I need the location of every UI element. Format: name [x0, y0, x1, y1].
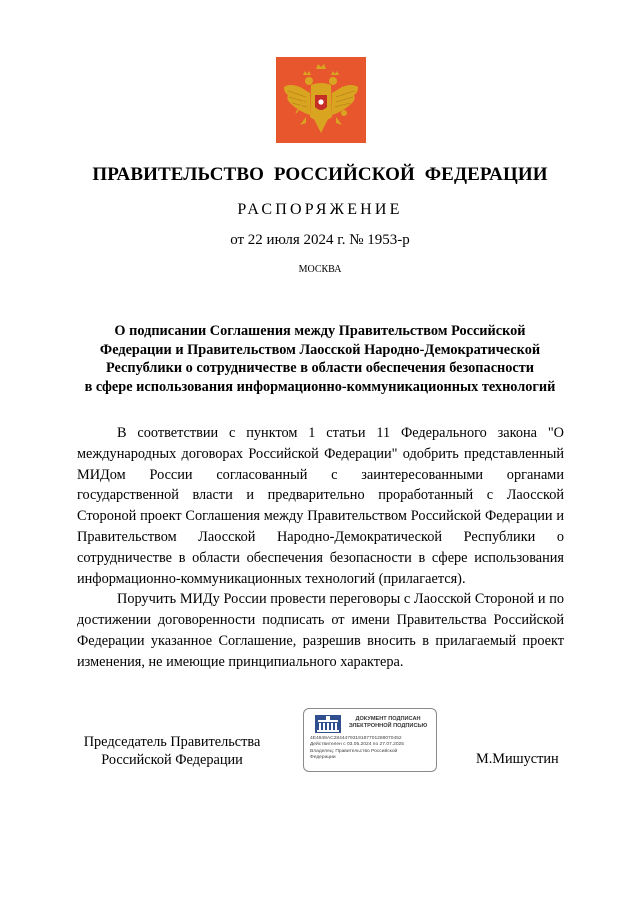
government-title: ПРАВИТЕЛЬСТВО РОССИЙСКОЙ ФЕДЕРАЦИИ — [92, 164, 548, 185]
heading-line: О подписании Соглашения между Правительством Российской — [114, 323, 526, 339]
body-paragraph: Поручить МИДу России провести переговоры с Лаосской Стороной и по достижении договоренности подписать от имени Правительства Российской Федерации указанное Соглашение, разрешив вносить в прилагаемый проект изменения, не имеющие принципиального характера. — [77, 591, 564, 670]
document-heading — [70, 322, 570, 396]
signatory-position — [70, 733, 274, 769]
stamp-title — [344, 716, 432, 730]
city-name: МОСКВА — [298, 264, 342, 275]
document-type: РАСПОРЯЖЕНИЕ — [237, 201, 403, 218]
signatory-position-line: Российской Федерации — [101, 752, 243, 768]
body-paragraph: В соответствии с пунктом 1 статьи 11 Федерального закона "О международных договорах Российской Федерации" одобрить представленный МИДом России согласованный с заинтересованными органами государственной власти и предварительно проработанный с Лаосской Стороной проект Соглашения между Правительством Российской Федерации и Правительством Лаосской Народно-Демократической Республики о сотрудничестве в области обеспечения безопасности в сфере использования информационно-коммуникационных технологий (прилагается). — [77, 425, 564, 587]
stamp-owner: Владелец: Правительство Российской — [310, 748, 398, 754]
heading-line: Республики о сотрудничестве в области обеспечения безопасности — [105, 360, 535, 376]
document-date-number: от 22 июля 2024 г. № 1953-р — [230, 232, 410, 248]
signatory-position-line: Председатель Правительства — [83, 734, 261, 750]
electronic-signature-stamp — [303, 708, 437, 772]
stamp-owner: Федерации — [310, 755, 336, 761]
russian-coat-of-arms-icon — [276, 57, 366, 143]
heading-line: Федерации и Правительством Лаосской Народно-Демократической — [99, 341, 541, 358]
stamp-title-line: ЭЛЕКТРОННОЙ ПОДПИСЬЮ — [348, 723, 428, 729]
signatory-name: М.Мишустин — [476, 751, 559, 767]
heading-line: в сфере использования информационно-коммуникационных технологий — [84, 378, 556, 395]
stamp-validity: Действителен с 03.05.2024 по 27.07.2025 — [310, 742, 404, 748]
stamp-certificate: 4E4848AC2844479319187701288070452 — [310, 736, 402, 741]
stamp-title-line: ДОКУМЕНТ ПОДПИСАН — [355, 716, 421, 722]
stamp-details — [310, 736, 434, 762]
document-body — [77, 423, 564, 673]
government-building-icon — [315, 715, 341, 733]
